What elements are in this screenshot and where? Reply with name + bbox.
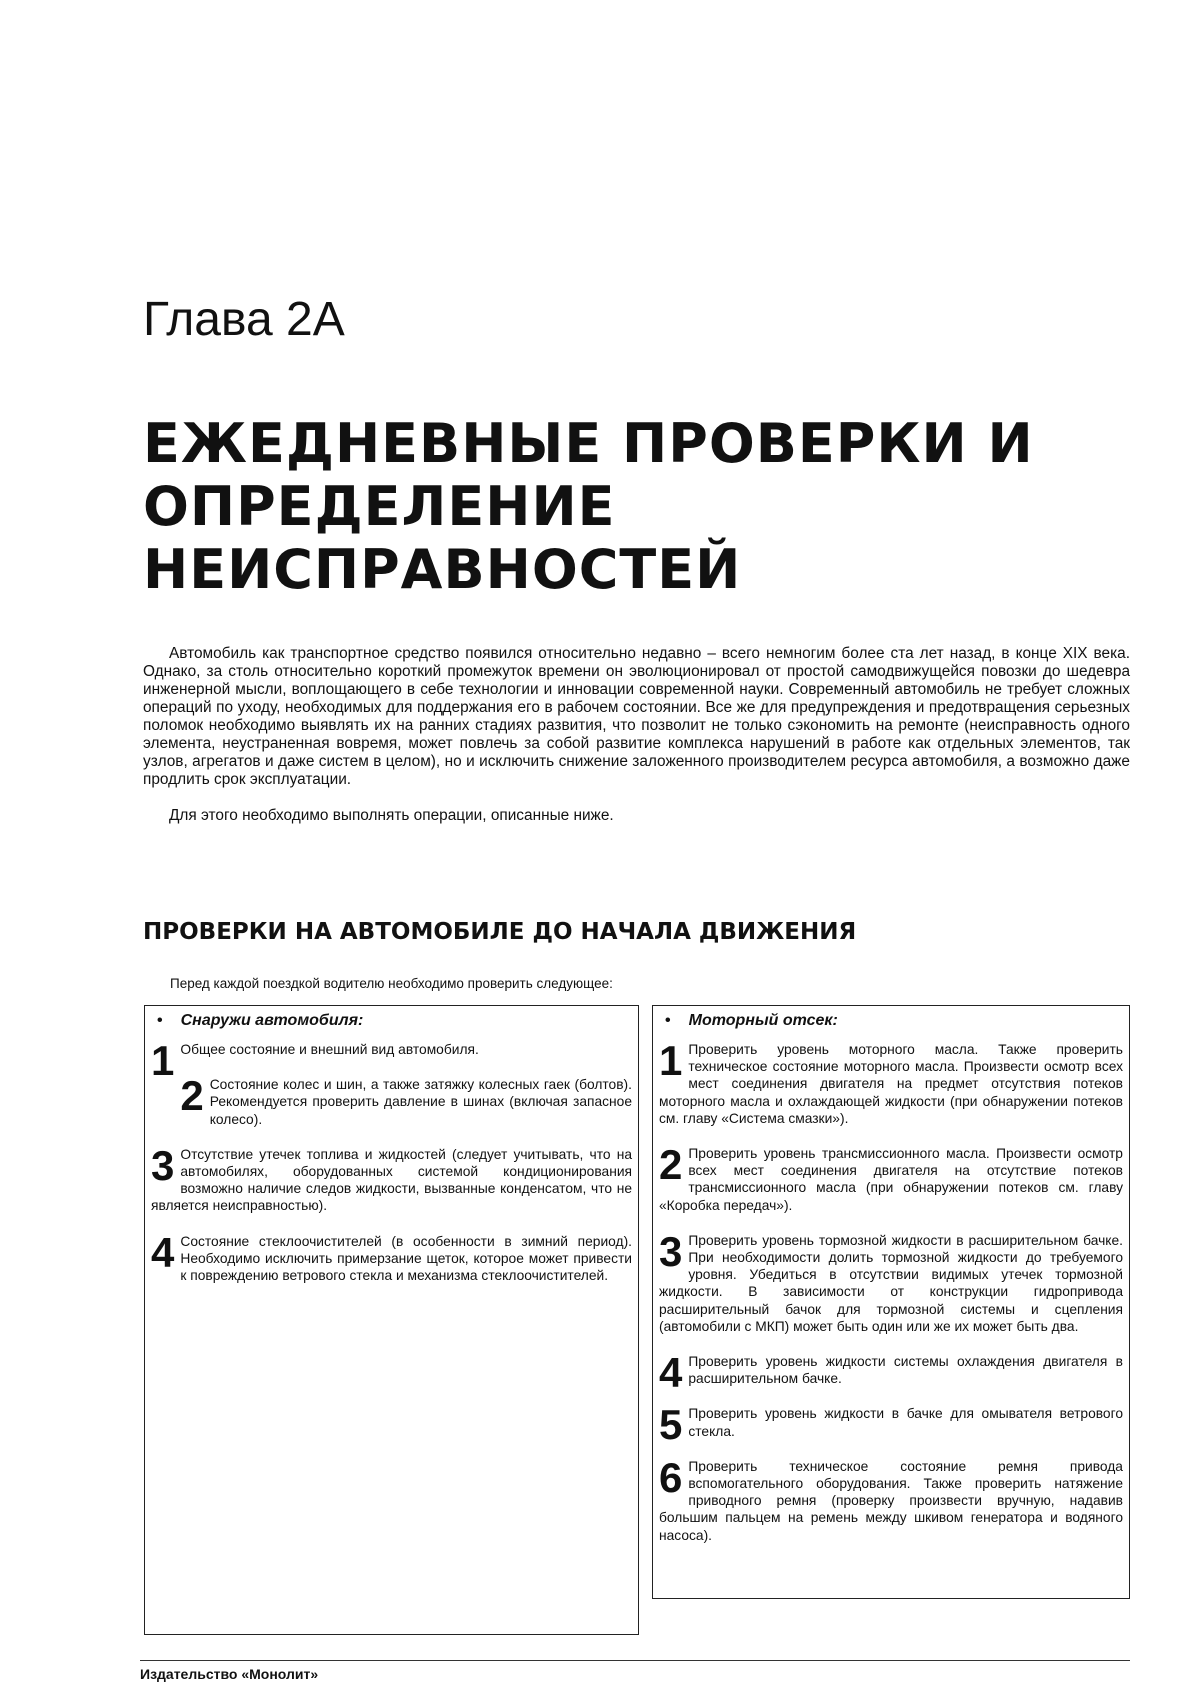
check-item xyxy=(659,1401,1123,1449)
check-item xyxy=(659,1453,1123,1544)
item-text: Проверить уровень жидкости в бачке для омывателя ветрового стекла. xyxy=(688,1406,1123,1439)
item-text: Состояние стеклоочистителей (в особенности в зимний период). Необходимо исключить примерзание щеток, которое может привести к повреждению ветрового стекла и механизма стеклоочистителей. xyxy=(180,1233,632,1284)
check-item xyxy=(151,1072,632,1128)
chapter-title: ЕЖЕДНЕВНЫЕ ПРОВЕРКИ И ОПРЕДЕЛЕНИЕ НЕИСПРАВНОСТЕЙ xyxy=(143,412,1034,601)
box-title-text: Снаружи автомобиля: xyxy=(180,1012,364,1029)
footer-publisher: Издательство «Монолит» xyxy=(140,1666,319,1682)
item-number: 2 xyxy=(659,1141,683,1189)
exterior-checks-box xyxy=(144,1005,639,1635)
check-item xyxy=(151,1141,632,1215)
bullet-icon: • xyxy=(665,1012,671,1029)
check-item xyxy=(659,1227,1123,1335)
check-item xyxy=(659,1349,1123,1397)
intro-paragraph: Автомобиль как транспортное средство появился относительно недавно – всего немногим более ста лет назад, в конце XIX века. Однако, за столь относительно короткий промежуток времени он эволюционировал от простой самодвижущейся повозки до шедевра инженерной мысли, воплощающего в себе технологии и инновации современной науки. Современный автомобиль не требует сложных операций по уходу, необходимых для поддержания его в рабочем состоянии. Все же для предупреждения и предотвращения серьезных поломок необходимо выявлять их на ранних стадиях развития, что позволит не только сэкономить на ремонте (неисправность одного элемента, неустраненная вовремя, может повлечь за собой развитие комплекса нарушений в работе как отдельных элементов, так узлов, агрегатов и даже систем в целом), но и исключить снижение заложенного производителем ресурса автомобиля, а возможно даже продлить срок эксплуатации. xyxy=(143,645,1130,788)
check-item xyxy=(151,1037,632,1084)
item-number: 1 xyxy=(151,1037,175,1084)
item-text: Проверить уровень тормозной жидкости в расширительном бачке. При необходимости долить тормозной жидкости до требуемого уровня. Убедиться в отсутствии видимых утечек тормозной жидкости. В зависимости от конструкции гидропривода расширительный бачок для тормозной системы и сцепления (автомобили с МКП) может быть один или же их может быть два. xyxy=(659,1232,1123,1334)
item-number: 3 xyxy=(151,1141,175,1189)
box-title xyxy=(665,1011,1123,1031)
engine-bay-checks-box xyxy=(652,1005,1130,1599)
box-title xyxy=(157,1011,632,1031)
chapter-label: Глава 2А xyxy=(143,293,345,346)
section-lead: Перед каждой поездкой водителю необходимо проверить следующее: xyxy=(170,976,613,991)
item-text: Проверить уровень трансмиссионного масла. Произвести осмотр всех мест соединения двигателя на отсутствие потеков трансмиссионного масла (при обнаружении потеков см. главу «Коробка передач»). xyxy=(659,1146,1123,1213)
item-text: Отсутствие утечек топлива и жидкостей (следует учитывать, что на автомобилях, оборудованных системой кондиционирования возможно наличие следов жидкости, вызванные конденсатом, что не является неисправностью). xyxy=(151,1146,632,1214)
footer-divider xyxy=(140,1660,1130,1661)
item-number: 4 xyxy=(659,1349,683,1397)
bullet-icon: • xyxy=(157,1012,163,1029)
item-text: Состояние колес и шин, а также затяжку колесных гаек (болтов). Рекомендуется проверить давление в шинах (включая запасное колесо). xyxy=(209,1077,632,1127)
item-number: 6 xyxy=(659,1453,683,1501)
item-number: 3 xyxy=(659,1227,683,1275)
intro-paragraph: Для этого необходимо выполнять операции, описанные ниже. xyxy=(169,807,614,824)
item-text: Общее состояние и внешний вид автомобиля. xyxy=(180,1042,479,1057)
intro-text xyxy=(143,645,1130,825)
item-number: 4 xyxy=(151,1228,175,1276)
check-item xyxy=(151,1228,632,1285)
check-item xyxy=(659,1037,1123,1127)
item-number: 2 xyxy=(180,1072,204,1120)
box-title-text: Моторный отсек: xyxy=(688,1012,838,1029)
item-text: Проверить уровень моторного масла. Также проверить техническое состояние моторного масла. Произвести осмотр всех мест соединения двигателя на предмет отсутствия потеков моторного масла и охлаждающей жидкости (при обнаружении потеков см. главу «Система смазки»). xyxy=(659,1042,1123,1126)
item-text: Проверить техническое состояние ремня привода вспомогательного оборудования. Также проверить натяжение приводного ремня (проверку произвести вручную, надавив большим пальцем на ремень между шкивом генератора и водяного насоса). xyxy=(659,1458,1123,1543)
item-text: Проверить уровень жидкости системы охлаждения двигателя в расширительном бачке. xyxy=(688,1354,1123,1387)
item-number: 5 xyxy=(659,1401,683,1449)
item-number: 1 xyxy=(659,1037,683,1084)
section-heading: ПРОВЕРКИ НА АВТОМОБИЛЕ ДО НАЧАЛА ДВИЖЕНИЯ xyxy=(143,919,857,945)
check-item xyxy=(659,1141,1123,1214)
